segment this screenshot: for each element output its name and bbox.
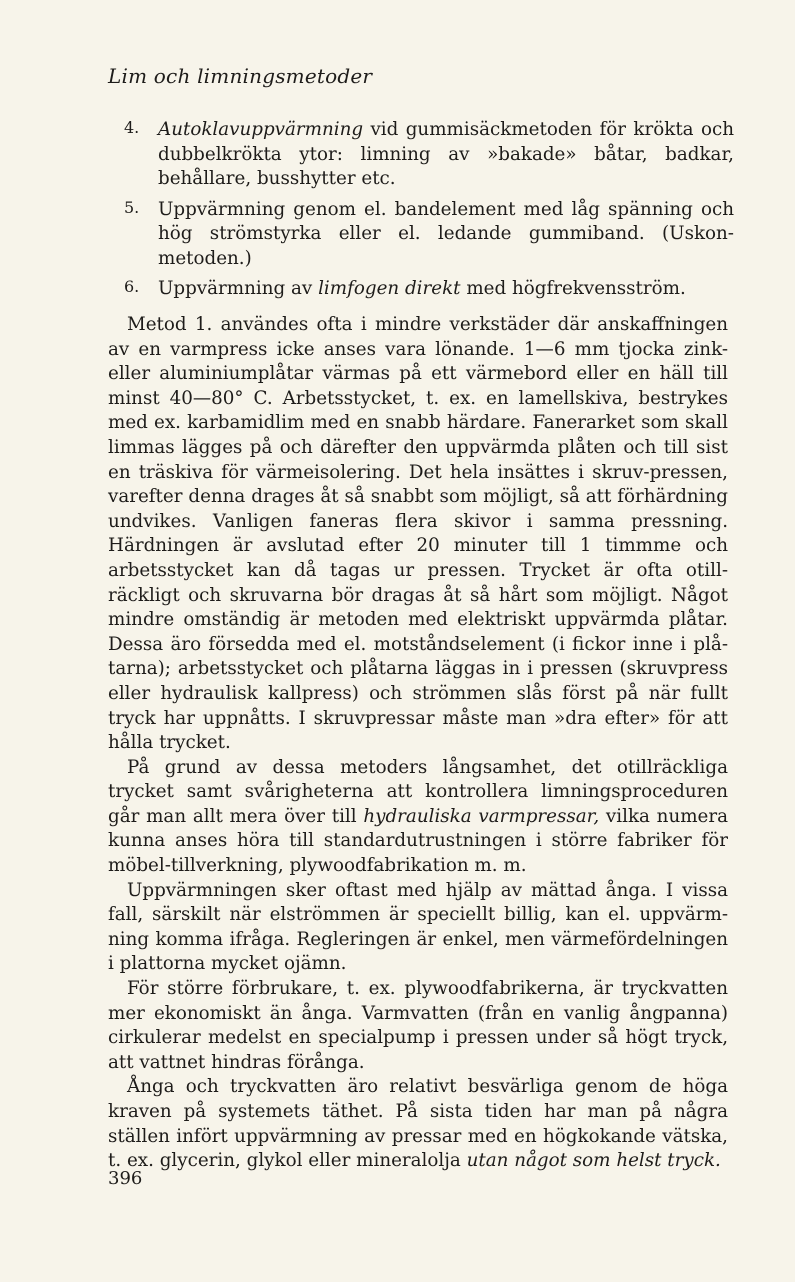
body-text — [108, 313, 728, 1174]
list-number: 6. — [124, 277, 140, 296]
italic-term: hydrauliska varmpressar, — [363, 805, 600, 827]
running-header: Lim och limningsmetoder — [108, 64, 373, 88]
numbered-list — [124, 118, 734, 308]
list-text: vid gummisäckmetoden för krökta och dubbelkrökta ytor: limning av »bakade» båtar, badkar, behållare, busshytter etc. — [158, 119, 734, 189]
list-number: 4. — [124, 118, 140, 137]
list-item — [124, 118, 734, 192]
list-item — [124, 277, 734, 302]
list-item — [124, 198, 734, 272]
paragraph: På grund av dessa metoders långsamhet, det otillräckliga trycket samt svårigheterna att kontrollera limningsproceduren går man allt mera över till hydrauliska varmpressar, vilka numera kunna anses höra till standardutrustningen i större fabriker för möbel-tillverkning, plywoodfabrikation m. m. — [108, 756, 729, 877]
italic-term: Autoklavuppvärmning — [158, 119, 364, 140]
list-text: med högfrekvensström. — [460, 278, 686, 299]
paragraph: Metod 1. användes ofta i mindre verkstäder där anskaffningen av en varmpress icke anses vara lönande. 1—6 mm tjocka zink- eller aluminiumplåtar värmas på ett värmebord eller en häll till minst 40—80° C. Arbetsstycket, t. ex. en lamellskiva, bestrykes med ex. karbamidlim med en snabb härdare. Fanerarket som skall limmas lägges på och därefter den uppvärmda plåten och till sist en träskiva för värmeisolering. Det hela insättes i skruv-pressen, varefter denna drages åt så snabbt som möjligt, så att förhärdning undvikes. Vanligen faneras flera skivor i samma pressning. Härdningen är avslutad efter 20 minuter till 1 timmme och arbetsstycket kan då tagas ur pressen. Trycket är ofta otill-räckligt och skruvarna bör dragas åt så hårt som möjligt. Något mindre omständig är metoden med elektriskt uppvärmda plåtar. Dessa äro försedda med el. motståndselement (i fickor inne i plå-tarna); arbetsstycket och plåtarna läggas in i pressen (skruvpress eller hydraulisk kallpress) och strömmen slås först på när fullt tryck har uppnåtts. I skruvpressar måste man »dra efter» för att hålla trycket. — [108, 314, 728, 754]
list-text: Uppvärmning genom el. bandelement med låg spänning och hög strömstyrka eller el. ledande gummiband. (Uskon-metoden.) — [158, 198, 734, 269]
italic-term: limfogen direkt — [318, 278, 461, 299]
paragraph: Ånga och tryckvatten äro relativt besvärliga genom de höga kraven på systemets täthet. På sista tiden har man på några ställen infört uppvärmning av pressar med en högkokande vätska, t. ex. glycerin, glykol eller mineralolja utan något som helst tryck. — [108, 1076, 728, 1172]
paragraph: För större förbrukare, t. ex. plywoodfabrikerna, är tryckvatten mer ekonomiskt än ånga. Varmvatten (från en vanlig ångpanna) cirkulerar medelst en specialpump i pressen under så högt tryck, att vattnet hindras förånga. — [108, 978, 728, 1073]
list-text: Uppvärmning av — [158, 278, 319, 299]
italic-term: utan något som helst tryck. — [466, 1150, 721, 1172]
page-number: 396 — [108, 1168, 143, 1189]
paragraph: Uppvärmningen sker oftast med hjälp av mättad ånga. I vissa fall, särskilt när elströmmen är speciellt billig, kan el. uppvärm-ning komma ifråga. Regleringen är enkel, men värmefördelningen i plattorna mycket ojämn. — [108, 879, 728, 975]
list-number: 5. — [124, 197, 140, 217]
